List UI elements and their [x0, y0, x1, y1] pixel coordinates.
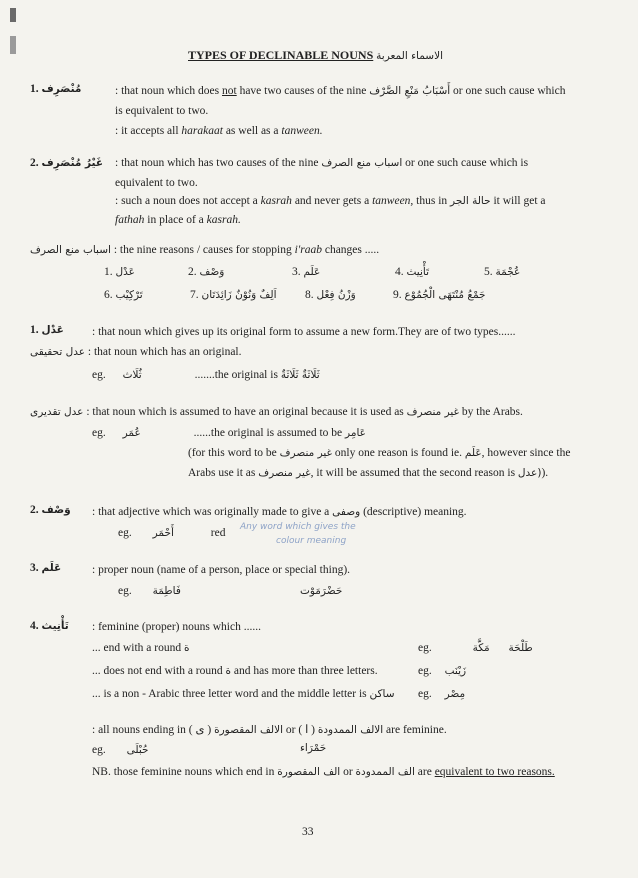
- reason-item: 9. جَمْعُ مُنْتَهَى الْجُمُوْع: [393, 289, 486, 301]
- adl-note-line-2: Arabs use it as غير منصرف, it will be assumed that the second reason is (عدل).: [188, 467, 549, 479]
- section-1-line-2: is equivalent to two.: [115, 105, 209, 117]
- tanith-case-2: ... does not end with a round ة and has more than three letters.: [92, 665, 378, 677]
- reason-item: 6. تَرْكِيْب: [104, 289, 143, 301]
- adl-definition: : that noun which gives up its original form to assume a new form.They are of two types......: [92, 326, 516, 338]
- adl-note-line-1: (for this word to be غير منصرف only one reason is found ie. عَلَم, however since the: [188, 447, 571, 459]
- alam-definition: : proper noun (name of a person, place or special thing).: [92, 564, 351, 576]
- tanith-heading: 4. تَأْنِيث: [30, 620, 69, 632]
- title-arabic: الاسماء المعربة: [376, 50, 443, 62]
- reason-item: 4. تَأْنِيث: [395, 266, 430, 278]
- tanith-all-example-2: حَمْرَاء: [300, 742, 327, 754]
- adl-tahqiqi-example: eg. ثُلَاث .......the original is ثَلَاثَةٌ ثَلَاثَةٌ: [92, 369, 320, 381]
- reason-item: 5. عُجْمَة: [484, 266, 521, 278]
- page-title: [188, 48, 443, 63]
- adl-taqdiri-example: eg. عُمَر ......the original is assumed to be عَامِر: [92, 427, 366, 439]
- wasf-definition: : that adjective which was originally made to give a وصفى (descriptive) meaning.: [92, 506, 467, 518]
- reason-item: 8. وَزْنُ فِعْل: [305, 289, 356, 301]
- alam-example-2: حَضْرَمَوْت: [300, 585, 343, 597]
- handwritten-note: colour meaning: [276, 536, 347, 546]
- punch-hole-mark: [10, 8, 16, 22]
- tanith-all-nouns: : all nouns ending in الالف المقصورة ( ى ) or الالف الممدودة ( ا ) are feminine.: [92, 724, 447, 736]
- punch-hole-mark: [10, 36, 16, 54]
- section-2-heading: 2. غَيْرُ مُنْصَرِف: [30, 157, 104, 169]
- section-2-line-2: equivalent to two.: [115, 177, 198, 189]
- section-2-line-3: : such a noun does not accept a kasrah and never gets a tanween, thus in حالة الجر it will get a: [115, 195, 546, 207]
- wasf-heading: 2. وَصْف: [30, 504, 71, 516]
- section-1-heading: 1. مُنْصَرِف: [30, 83, 82, 95]
- tanith-all-example: eg. حُبْلَى: [92, 744, 149, 756]
- section-2-line-1: : that noun which has two causes of the nine اسباب منع الصرف or one such cause which is: [115, 157, 529, 169]
- page-number: 33: [302, 826, 314, 838]
- tanith-nb: NB. those feminine nouns which end in الف المقصورة or الف الممدودة are equivalent to two reasons.: [92, 766, 555, 778]
- reason-item: 3. عَلَم: [292, 266, 321, 278]
- section-2-line-4: fathah in place of a kasrah.: [115, 214, 241, 226]
- adl-heading: 1. عَدْل: [30, 324, 64, 336]
- section-1-line-1: : that noun which does not have two causes of the nine أَسْبَابُ مَنْعِ الصَّرْف or one such cause which: [115, 85, 566, 97]
- reason-item: 7. اَلِفٌ وَنُوْنٌ زَائِدَتَان: [190, 289, 277, 301]
- section-1-line-3: : it accepts all harakaat as well as a tanween.: [115, 125, 323, 137]
- tanith-case-3: ... is a non - Arabic three letter word and the middle letter is ساكن: [92, 688, 395, 700]
- handwritten-note: Any word which gives the: [240, 522, 356, 532]
- tanith-case-1: ... end with a round ة: [92, 642, 190, 654]
- alam-example: eg. فَاطِمَة: [118, 585, 181, 597]
- nine-reasons-intro: اسباب منع الصرف : the nine reasons / causes for stopping i'raab changes .....: [30, 244, 380, 256]
- alam-heading: 3. عَلَم: [30, 562, 62, 574]
- reason-item: 2. وَصْف: [188, 266, 225, 278]
- tanith-case-3-example: eg. مِصْر: [418, 688, 466, 700]
- title-english: TYPES OF DECLINABLE NOUNS: [188, 48, 374, 62]
- adl-taqdiri: عدل تقديرى : that noun which is assumed to have an original because it is used as غير منصرف by the Arabs.: [30, 406, 523, 418]
- tanith-definition: : feminine (proper) nouns which ......: [92, 621, 261, 633]
- reason-item: 1. عَدْل: [104, 266, 135, 278]
- wasf-example: eg. أَحْمَر red: [118, 527, 226, 539]
- adl-tahqiqi: عدل تحقيقى : that noun which has an original.: [30, 346, 242, 358]
- tanith-case-1-example: eg. طَلْحَة مَكَّة: [418, 642, 533, 654]
- tanith-case-2-example: eg. زَيْنَب: [418, 665, 467, 677]
